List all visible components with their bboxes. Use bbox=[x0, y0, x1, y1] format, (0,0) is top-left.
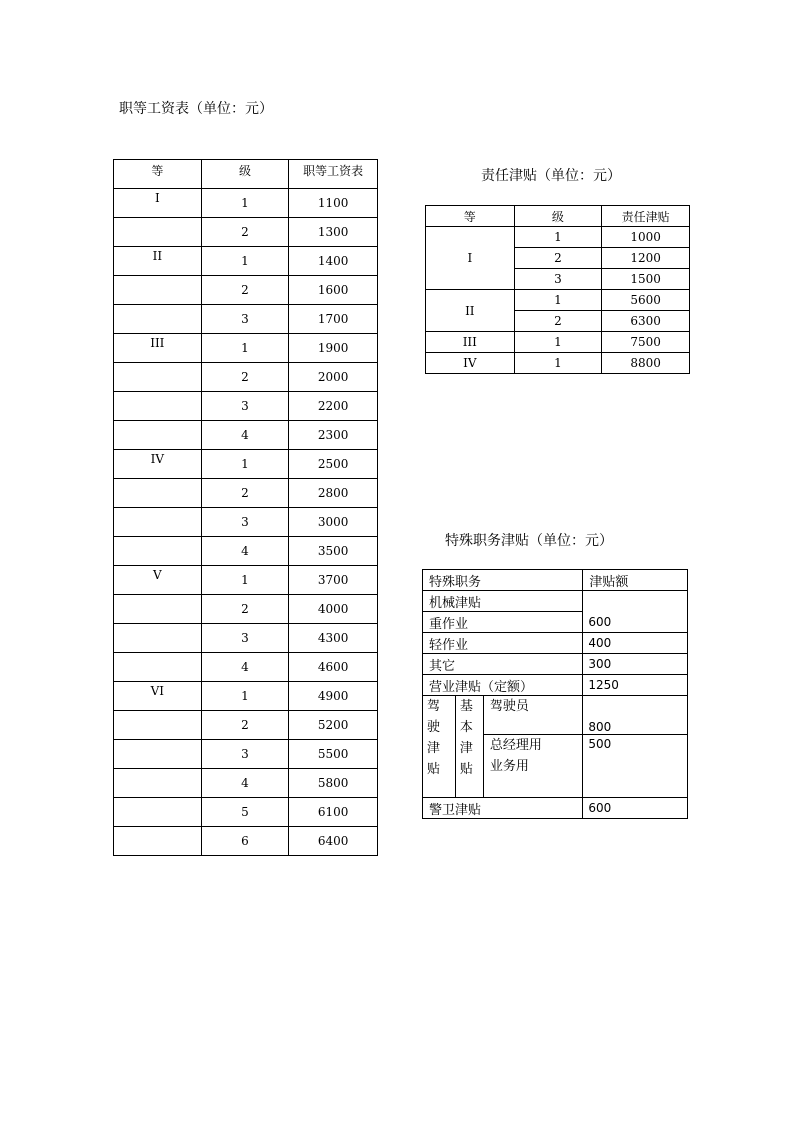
amount-cell: 5200 bbox=[289, 711, 378, 740]
table-row bbox=[114, 537, 378, 566]
table-row bbox=[114, 334, 378, 363]
wage-table-title: 职等工资表（单位：元） bbox=[119, 101, 273, 117]
special-row bbox=[423, 633, 688, 654]
light-amount: 400 bbox=[583, 633, 688, 654]
driving-use-labels bbox=[483, 735, 583, 798]
grade-cell bbox=[114, 769, 202, 798]
amount-cell: 3700 bbox=[289, 566, 378, 595]
level-cell: 3 bbox=[201, 392, 289, 421]
level-cell: 3 bbox=[514, 269, 602, 290]
table-row bbox=[114, 247, 378, 276]
table-row bbox=[114, 711, 378, 740]
level-cell: 4 bbox=[201, 769, 289, 798]
table-row bbox=[114, 595, 378, 624]
level-cell: 2 bbox=[201, 363, 289, 392]
header-grade: 等 bbox=[114, 160, 202, 189]
grade-cell bbox=[114, 624, 202, 653]
table-row bbox=[114, 421, 378, 450]
level-cell: 1 bbox=[514, 290, 602, 311]
grade-cell bbox=[114, 305, 202, 334]
table-row bbox=[114, 508, 378, 537]
grade-cell bbox=[114, 537, 202, 566]
mechanical-label: 机械津贴 bbox=[423, 591, 583, 612]
special-header-row bbox=[423, 570, 688, 591]
heavy-amount: 600 bbox=[583, 591, 688, 633]
special-table-title: 特殊职务津贴（单位：元） bbox=[445, 533, 613, 549]
header-level: 级 bbox=[201, 160, 289, 189]
level-cell: 1 bbox=[201, 566, 289, 595]
level-cell: 6 bbox=[201, 827, 289, 856]
table-header-row bbox=[426, 206, 690, 227]
grade-cell: II bbox=[426, 290, 515, 332]
special-row bbox=[423, 675, 688, 696]
responsibility-table bbox=[425, 205, 690, 374]
level-cell: 2 bbox=[201, 595, 289, 624]
table-row bbox=[114, 276, 378, 305]
special-row bbox=[423, 798, 688, 819]
grade-cell bbox=[114, 740, 202, 769]
amount-cell: 1300 bbox=[289, 218, 378, 247]
level-cell: 1 bbox=[514, 332, 602, 353]
amount-cell: 7500 bbox=[602, 332, 690, 353]
manager-use-label: 总经理用 bbox=[489, 738, 542, 753]
amount-cell: 5500 bbox=[289, 740, 378, 769]
table-row bbox=[114, 740, 378, 769]
level-cell: 4 bbox=[201, 653, 289, 682]
header-grade: 等 bbox=[426, 206, 515, 227]
grade-cell: IV bbox=[426, 353, 515, 374]
grade-cell bbox=[114, 276, 202, 305]
amount-cell: 8800 bbox=[602, 353, 690, 374]
grade-cell: III bbox=[426, 332, 515, 353]
amount-cell: 4600 bbox=[289, 653, 378, 682]
header-amount: 职等工资表 bbox=[289, 160, 378, 189]
amount-cell: 2500 bbox=[289, 450, 378, 479]
amount-cell: 6100 bbox=[289, 798, 378, 827]
manager-amount: 800 bbox=[583, 696, 688, 735]
amount-cell: 3000 bbox=[289, 508, 378, 537]
table-row bbox=[114, 566, 378, 595]
level-cell: 1 bbox=[514, 227, 602, 248]
business-amount: 1250 bbox=[583, 675, 688, 696]
grade-cell bbox=[114, 653, 202, 682]
grade-cell bbox=[114, 392, 202, 421]
other-label: 其它 bbox=[423, 654, 583, 675]
header-allowance: 津贴额 bbox=[583, 570, 688, 591]
level-cell: 1 bbox=[201, 189, 289, 218]
table-row bbox=[426, 332, 690, 353]
level-cell: 1 bbox=[201, 247, 289, 276]
grade-cell: III bbox=[114, 334, 202, 363]
wage-table bbox=[113, 159, 378, 856]
level-cell: 3 bbox=[201, 508, 289, 537]
special-allowance-table bbox=[422, 569, 688, 819]
guard-amount: 600 bbox=[583, 798, 688, 819]
grade-cell bbox=[114, 421, 202, 450]
header-special-duty: 特殊职务 bbox=[423, 570, 583, 591]
level-cell: 3 bbox=[201, 305, 289, 334]
guard-label: 警卫津贴 bbox=[423, 798, 583, 819]
table-row bbox=[426, 290, 690, 311]
amount-cell: 1900 bbox=[289, 334, 378, 363]
amount-cell: 1600 bbox=[289, 276, 378, 305]
driving-allowance-label: 驾 驶 津 贴 bbox=[423, 696, 456, 798]
basic-allowance-label: 基 本 津 贴 bbox=[455, 696, 483, 798]
table-row bbox=[114, 189, 378, 218]
amount-cell: 1400 bbox=[289, 247, 378, 276]
amount-cell: 4000 bbox=[289, 595, 378, 624]
business-use-amount: 500 bbox=[583, 735, 688, 798]
amount-cell: 1500 bbox=[602, 269, 690, 290]
grade-cell: I bbox=[426, 227, 515, 290]
special-row bbox=[423, 654, 688, 675]
grade-cell: IV bbox=[114, 450, 202, 479]
business-label: 营业津贴（定额） bbox=[423, 675, 583, 696]
level-cell: 2 bbox=[201, 479, 289, 508]
level-cell: 5 bbox=[201, 798, 289, 827]
amount-cell: 1100 bbox=[289, 189, 378, 218]
grade-cell: VI bbox=[114, 682, 202, 711]
amount-cell: 6300 bbox=[602, 311, 690, 332]
driving-row bbox=[423, 696, 688, 735]
responsibility-table-title: 责任津贴（单位：元） bbox=[481, 168, 621, 184]
table-row bbox=[426, 227, 690, 248]
amount-cell: 2200 bbox=[289, 392, 378, 421]
grade-cell bbox=[114, 363, 202, 392]
grade-cell bbox=[114, 711, 202, 740]
grade-cell: I bbox=[114, 189, 202, 218]
amount-cell: 1200 bbox=[602, 248, 690, 269]
amount-cell: 2300 bbox=[289, 421, 378, 450]
heavy-label: 重作业 bbox=[423, 612, 583, 633]
table-row bbox=[114, 653, 378, 682]
business-use-label: 业务用 bbox=[489, 759, 529, 774]
responsibility-table-body bbox=[426, 206, 690, 374]
amount-cell: 5600 bbox=[602, 290, 690, 311]
table-row bbox=[114, 624, 378, 653]
light-label: 轻作业 bbox=[423, 633, 583, 654]
table-row bbox=[114, 218, 378, 247]
amount-cell: 2800 bbox=[289, 479, 378, 508]
level-cell: 3 bbox=[201, 740, 289, 769]
level-cell: 1 bbox=[201, 334, 289, 363]
grade-cell bbox=[114, 479, 202, 508]
table-row bbox=[114, 827, 378, 856]
table-row bbox=[114, 769, 378, 798]
grade-cell bbox=[114, 595, 202, 624]
grade-cell bbox=[114, 508, 202, 537]
level-cell: 1 bbox=[201, 450, 289, 479]
amount-cell: 6400 bbox=[289, 827, 378, 856]
amount-cell: 1700 bbox=[289, 305, 378, 334]
driver-label: 驾驶员 bbox=[483, 696, 583, 735]
level-cell: 2 bbox=[514, 311, 602, 332]
table-header-row bbox=[114, 160, 378, 189]
table-row bbox=[114, 392, 378, 421]
table-row bbox=[426, 353, 690, 374]
header-amount: 责任津贴 bbox=[602, 206, 690, 227]
amount-cell: 1000 bbox=[602, 227, 690, 248]
level-cell: 1 bbox=[514, 353, 602, 374]
amount-cell: 2000 bbox=[289, 363, 378, 392]
amount-cell: 5800 bbox=[289, 769, 378, 798]
grade-cell bbox=[114, 218, 202, 247]
amount-cell: 3500 bbox=[289, 537, 378, 566]
level-cell: 2 bbox=[201, 276, 289, 305]
other-amount: 300 bbox=[583, 654, 688, 675]
grade-cell: II bbox=[114, 247, 202, 276]
level-cell: 3 bbox=[201, 624, 289, 653]
special-row bbox=[423, 591, 688, 612]
table-row bbox=[114, 798, 378, 827]
grade-cell bbox=[114, 798, 202, 827]
level-cell: 4 bbox=[201, 421, 289, 450]
table-row bbox=[114, 682, 378, 711]
grade-cell: V bbox=[114, 566, 202, 595]
grade-cell bbox=[114, 827, 202, 856]
table-row bbox=[114, 305, 378, 334]
table-row bbox=[114, 479, 378, 508]
wage-table-body bbox=[114, 160, 378, 856]
amount-cell: 4300 bbox=[289, 624, 378, 653]
level-cell: 1 bbox=[201, 682, 289, 711]
level-cell: 2 bbox=[201, 711, 289, 740]
header-level: 级 bbox=[514, 206, 602, 227]
amount-cell: 4900 bbox=[289, 682, 378, 711]
level-cell: 2 bbox=[514, 248, 602, 269]
table-row bbox=[114, 363, 378, 392]
level-cell: 4 bbox=[201, 537, 289, 566]
level-cell: 2 bbox=[201, 218, 289, 247]
table-row bbox=[114, 450, 378, 479]
